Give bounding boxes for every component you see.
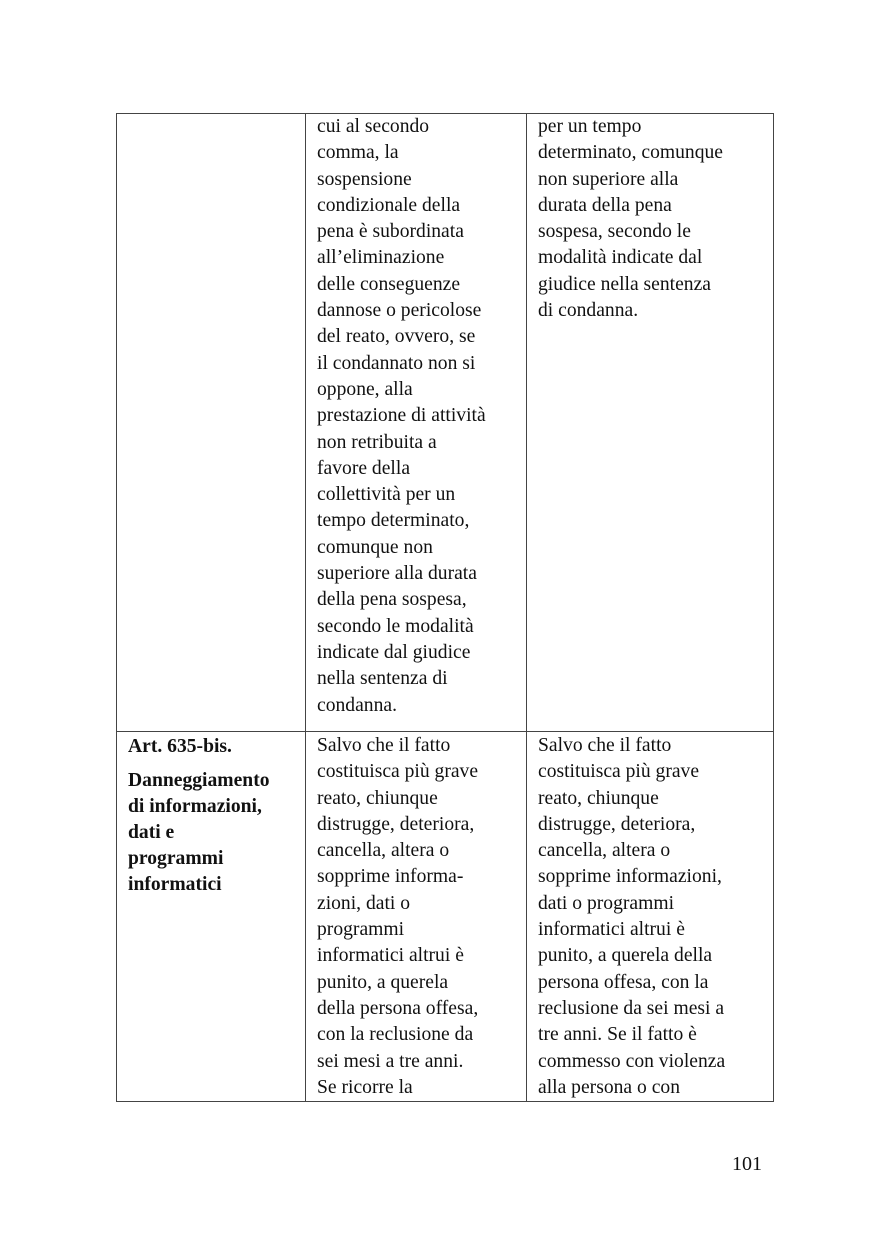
table-row xyxy=(117,114,774,732)
cell-text: Salvo che il fatto costituisca più grave reato, chiunque distrugge, deteriora, cancella, altera o sopprime informazioni, dati o programmi informatici altrui è punito, a querela della persona offesa, con la reclusione da sei mesi a tre anni. Se il fatto è commesso con violenza alla persona o con xyxy=(538,735,726,1098)
article-number: Art. 635-bis. xyxy=(128,736,232,757)
table-cell-new-text xyxy=(527,114,774,732)
table-cell-old-text xyxy=(306,114,527,732)
comparison-table xyxy=(116,113,774,1102)
page-number: 101 xyxy=(732,1153,762,1175)
article-title: Danneggiamento di informazioni, dati e programmi informatici xyxy=(128,770,270,895)
table-row xyxy=(117,732,774,1102)
cell-text: cui al secondo comma, la sospensione condizionale della pena è subordinata all’eliminazione delle conseguenze dannose o pericolose del reato, ovvero, se il condannato non si oppone, alla prestazione di attività non retribuita a favore della collettività per un tempo determinato, comunque non superiore alla durata della pena sospesa, secondo le modalità indicate dal giudice nella sentenza di condanna. xyxy=(317,116,486,716)
table-cell-article xyxy=(117,732,306,1102)
table-cell-old-text xyxy=(306,732,527,1102)
table-cell-article xyxy=(117,114,306,732)
table-cell-new-text xyxy=(527,732,774,1102)
cell-text: Salvo che il fatto costituisca più grave reato, chiunque distrugge, deteriora, cancella, altera o sopprime informa- zioni, dati o programmi informatici altrui è punito, a querela della persona offesa, con la reclusione da sei mesi a tre anni. Se ricorre la xyxy=(317,735,479,1098)
cell-text: per un tempo determinato, comunque non superiore alla durata della pena sospesa, secondo le modalità indicate dal giudice nella sentenza di condanna. xyxy=(538,116,723,322)
